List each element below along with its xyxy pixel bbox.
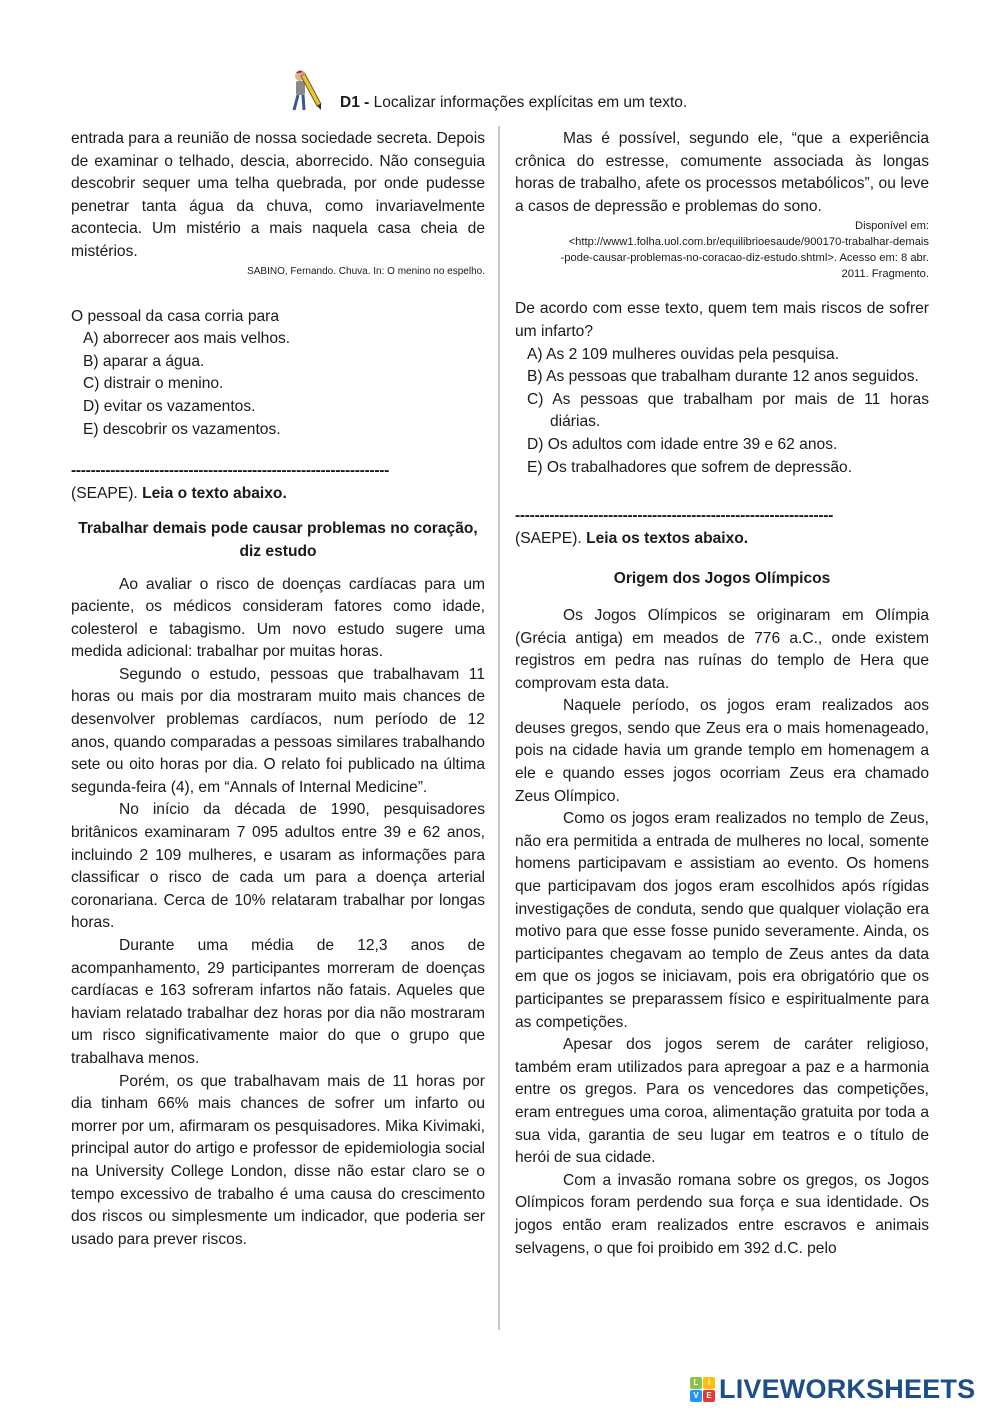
article-source-url: <http://www1.folha.uol.com.br/equilibrioesaude/900170-trabalhar-demais xyxy=(568,236,929,249)
logo-text: LIVEWORKSHEETS xyxy=(719,1374,976,1404)
column-divider xyxy=(498,126,500,1330)
article2-paragraph: Como os jogos eram realizados no templo de Zeus, não era permitida a entrada de mulheres no local, somente homens participavam e assistiam ao evento. Os homens que participavam dos jogos eram escolhidos após rígidas investigações de conduta, sendo que qualquer violação era motivo para que esse fosse punido severamente. Ainda, os participantes chegavam ao templo de Zeus antes da data em que os jogos se iniciavam, pois era obrigatório que os participantes se preparassem físico e espiritualmente para as competições. xyxy=(515,810,929,1031)
option-c[interactable]: C) distrair o menino. xyxy=(83,375,224,393)
article-continuation: Mas é possível, segundo ele, “que a experiência crônica do estresse, comumente associada às longas horas de trabalho, afete os processos metabólicos”, ou leve a casos de depressão e problemas do sono. xyxy=(515,130,929,215)
article2-title: Origem dos Jogos Olímpicos xyxy=(613,570,831,588)
article-paragraph: Segundo o estudo, pessoas que trabalhavam 11 horas ou mais por dia mostraram muito mais chances de desenvolver problemas cardíacos, num período de 12 anos, quando comparadas a pessoas similares trabalhando sete ou oito horas por dia. O relato foi publicado na última segunda-feira (4), em “Annals of Internal Medicine”. xyxy=(71,665,485,796)
option-e[interactable]: E) Os trabalhadores que sofrem de depressão. xyxy=(527,458,853,476)
right-column xyxy=(515,128,929,1260)
instruction-source: (SEAPE). xyxy=(71,484,138,502)
article2-paragraph: Naquele período, os jogos eram realizados aos deuses gregos, sendo que Zeus era o mais homenageado, pois na cidade havia um grande templo em homenagem a ele e quando esses jogos ocorriam Zeus era chamado Zeus Olímpico. xyxy=(515,697,929,805)
option-c[interactable]: C) As pessoas que trabalham por mais de 11 horas diárias. xyxy=(527,390,929,431)
option-b[interactable]: B) aparar a água. xyxy=(83,352,205,370)
article2-paragraph: Os Jogos Olímpicos se originaram em Olímpia (Grécia antiga) em meados de 776 a.C., onde existem registros em pedra nas ruínas do templo de Hera que comprovam esta data. xyxy=(515,606,929,692)
instruction-label: Leia os textos abaixo. xyxy=(586,529,749,547)
story-excerpt: entrada para a reunião de nossa sociedade secreta. Depois de examinar o telhado, descia, aborrecido. Não conseguia descobrir sequer uma telha quebrada, por onde pudesse penetrar tanta água da chuva, como invariavelmente acontecia. Um mistério a mais naquela casa cheia de mistérios. xyxy=(71,130,485,260)
question-1 xyxy=(71,306,485,442)
article-paragraph: No início da década de 1990, pesquisadores britânicos examinaram 7 095 adultos entre 39 e 62 anos, incluindo 2 109 mulheres, e usaram as informações para classificar o risco de cada um para a doença arterial coronariana. Cerca de 10% relataram trabalhar por longas horas. xyxy=(71,801,485,932)
question-1-options xyxy=(71,328,485,441)
instruction xyxy=(515,528,929,551)
article2-paragraph: Apesar dos jogos serem de caráter religioso, também eram utilizados para apregoar a paz e a harmonia entre os gregos. Para os vencedores das competições, eram entregues uma coroa, alimentação gratuita por toda a sua vida, garantia de seu lugar em teatros e o título de herói de sua cidade. xyxy=(515,1036,929,1167)
left-column xyxy=(71,128,485,1251)
option-b[interactable]: B) As pessoas que trabalham durante 12 anos seguidos. xyxy=(527,368,919,386)
question-1-stem: O pessoal da casa corria para xyxy=(71,307,280,325)
article-paragraph: Durante uma média de 12,3 anos de acompanhamento, 29 participantes morreram de doenças cardíacas e 163 sofreram infartos não fatais. Aqueles que haviam relatado trabalhar dez horas por dia não mostraram um risco significativamente maior do que o grupo que trabalhava menos. xyxy=(71,937,485,1067)
skill-title: Localizar informações explícitas em um texto. xyxy=(373,94,688,111)
live-grid-icon: L I V E xyxy=(690,1377,715,1402)
instruction xyxy=(71,483,485,506)
article-paragraph: Ao avaliar o risco de doenças cardíacas para um paciente, os médicos consideram fatores como idade, colesterol e tabagismo. Um novo estudo sugere uma medida adicional: trabalhar por muitas horas. xyxy=(71,575,485,661)
article-title: Trabalhar demais pode causar problemas no coração, diz estudo xyxy=(78,520,478,560)
article-source: Disponível em: <http://www1.folha.uol.com.br/equilibrioesaude/900170-trabalhar-demais -pode-causar-problemas-no-coracao-diz-estudo.shtml>. Acesso em: 8 abr. 2011. Fragmento. xyxy=(515,218,929,282)
separator: ----------------------------------------------------------------- xyxy=(515,507,834,525)
liveworksheets-logo[interactable] xyxy=(690,1374,975,1404)
pencil-character-icon xyxy=(290,68,330,114)
article-paragraph: Porém, os que trabalhavam mais de 11 horas por dia tinham 66% mais chances de sofrer um infarto ou morrer por um, afirmaram os pesquisadores. Mika Kivimaki, principal autor do artigo e professor de epidemiologia social na University College London, disse não estar claro se o tempo excessivo de trabalho é uma causa do crescimento dos riscos ou simplesmente um indicador, que poderia ser usado para prever riscos. xyxy=(71,1072,485,1248)
separator: ----------------------------------------------------------------- xyxy=(71,462,390,480)
question-2-stem: De acordo com esse texto, quem tem mais riscos de sofrer um infarto? xyxy=(515,300,929,340)
option-d[interactable]: D) Os adultos com idade entre 39 e 62 anos. xyxy=(527,435,838,453)
option-a[interactable]: A) As 2 109 mulheres ouvidas pela pesquisa. xyxy=(527,345,840,363)
question-2 xyxy=(515,298,929,479)
instruction-label: Leia o texto abaixo. xyxy=(142,484,287,502)
skill-code: D1 - xyxy=(340,94,370,111)
question-2-options xyxy=(515,344,929,480)
option-e[interactable]: E) descobrir os vazamentos. xyxy=(83,420,281,438)
option-d[interactable]: D) evitar os vazamentos. xyxy=(83,397,256,415)
story-source: SABINO, Fernando. Chuva. In: O menino no espelho. xyxy=(247,265,485,277)
article2-paragraph: Com a invasão romana sobre os gregos, os Jogos Olímpicos foram perdendo sua força e sua identidade. Os jogos então eram realizados entre escravos e animais selvagens, o que foi proibido em 392 d.C. pelo xyxy=(515,1171,929,1257)
instruction-source: (SAEPE). xyxy=(515,529,582,547)
page-header xyxy=(290,68,687,114)
option-a[interactable]: A) aborrecer aos mais velhos. xyxy=(83,330,291,348)
